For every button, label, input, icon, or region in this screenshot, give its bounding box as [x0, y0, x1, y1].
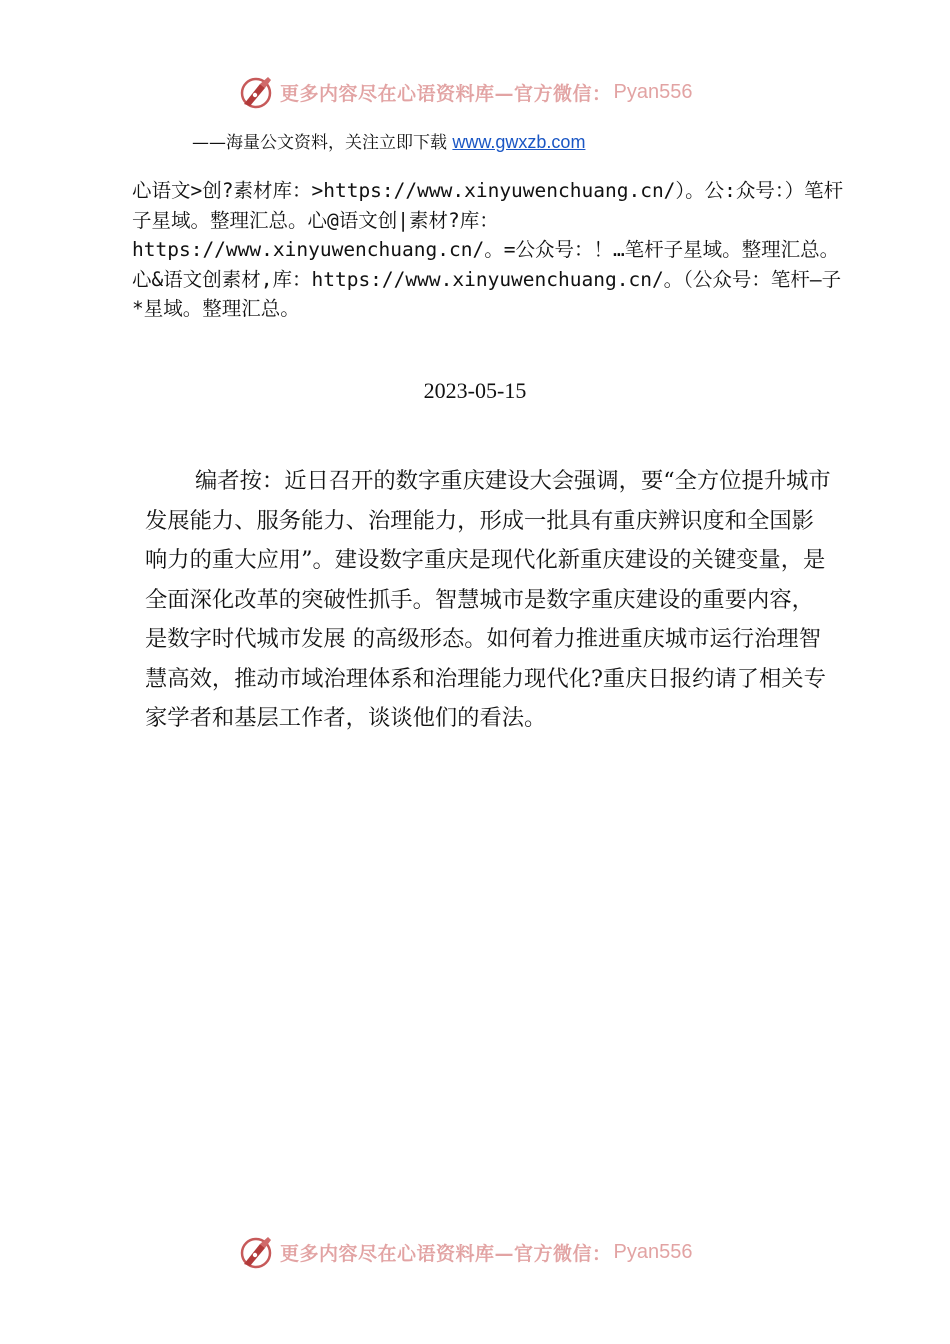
watermark-text-block — [132, 176, 852, 324]
banner-text: 更多内容尽在心语资料库—官方微信： — [280, 1242, 612, 1265]
pen-nib-logo-icon — [238, 74, 274, 110]
wechat-id: Pyan556 — [613, 1240, 693, 1263]
subline-text: ——海量公文资料，关注立即下载 — [192, 133, 453, 153]
download-subline — [192, 128, 585, 153]
header-banner — [238, 72, 692, 112]
watermark-paragraph: 心&语文创素材,库：https://www.xinyuwenchuang.cn/。（公众号：笔杆—子*星域。整理汇总。 — [132, 267, 842, 320]
watermark-paragraph: 心语文>创?素材库：>https://www.xinyuwenchuang.cn/）。公:众号：）笔杆子星域。整理汇总。心@语文创|素材?库：https://www.xinyuwenchuang.cn/。=公众号：！…笔杆子星域。整理汇总。 — [132, 179, 844, 261]
wechat-id: Pyan556 — [613, 80, 693, 103]
website-link[interactable]: www.gwxzb.com — [452, 132, 586, 152]
banner-text: 更多内容尽在心语资料库—官方微信： — [280, 82, 612, 105]
footer-banner — [238, 1232, 692, 1272]
pen-nib-logo-icon — [238, 1234, 274, 1270]
publish-date: 2023-05-15 — [423, 378, 527, 403]
editor-note-paragraph: 编者按：近日召开的数字重庆建设大会强调，要“全方位提升城市发展能力、服务能力、治理能力，形成一批具有重庆辨识度和全国影响力的重大应用”。建设数字重庆是现代化新重庆建设的关键变量，是全面深化改革的突破性抓手。智慧城市是数字重庆建设的重要内容，是数字时代城市发展 的高级形态。如何着力推进重庆城市运行治理智慧高效，推动市域治理体系和治理能力现代化?重庆日报约请了相关专家学者和基层工作者，谈谈他们的看法。 — [145, 468, 831, 731]
